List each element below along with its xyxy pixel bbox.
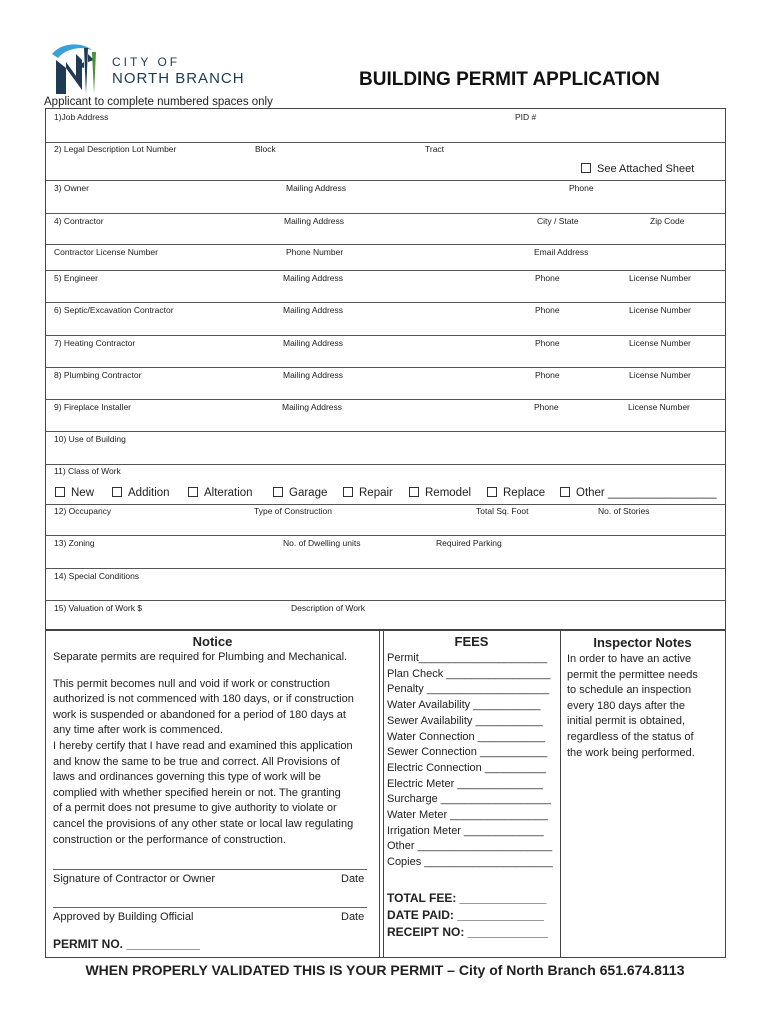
- plumbing-phone-field[interactable]: Phone: [535, 370, 560, 380]
- divider: [379, 630, 380, 957]
- email-field[interactable]: Email Address: [534, 247, 589, 257]
- contractor-zip-field[interactable]: Zip Code: [650, 216, 685, 226]
- checkbox-icon: [273, 487, 283, 497]
- row-septic: [46, 302, 725, 336]
- engineer-phone-field[interactable]: Phone: [535, 273, 560, 283]
- plumbing-license-field[interactable]: License Number: [629, 370, 691, 380]
- engineer-mailing-field[interactable]: Mailing Address: [283, 273, 344, 283]
- fee-line[interactable]: Water Availability ___________: [387, 699, 541, 712]
- row-owner: [46, 180, 725, 214]
- contractor-field[interactable]: 4) Contractor: [54, 216, 104, 226]
- owner-phone-field[interactable]: Phone: [569, 183, 594, 193]
- heating-license-field[interactable]: License Number: [629, 338, 691, 348]
- receipt-no-field[interactable]: RECEIPT NO: ____________: [387, 925, 548, 939]
- checkbox-icon: [55, 487, 65, 497]
- heating-phone-field[interactable]: Phone: [535, 338, 560, 348]
- fee-line[interactable]: Plan Check _________________: [387, 667, 551, 680]
- approval-label: Approved by Building Official: [53, 911, 194, 923]
- fireplace-mailing-field[interactable]: Mailing Address: [282, 402, 343, 412]
- fee-line[interactable]: Water Connection ___________: [387, 730, 545, 743]
- fee-line[interactable]: Irrigation Meter _____________: [387, 824, 544, 837]
- row-occupancy: [46, 504, 725, 536]
- owner-mailing-field[interactable]: Mailing Address: [286, 183, 347, 193]
- checkbox-icon: [112, 487, 122, 497]
- inspector-note-line: initial permit is obtained,: [567, 715, 686, 728]
- fee-line[interactable]: Sewer Availability ___________: [387, 714, 543, 727]
- plumbing-field[interactable]: 8) Plumbing Contractor: [54, 370, 142, 380]
- phone-number-field[interactable]: Phone Number: [286, 247, 344, 257]
- contractor-city-field[interactable]: City / State: [537, 216, 579, 226]
- fireplace-field[interactable]: 9) Fireplace Installer: [54, 402, 132, 412]
- row-contractor-license: [46, 244, 725, 271]
- fees-title: FEES: [454, 634, 489, 649]
- fee-line[interactable]: Penalty ____________________: [387, 683, 550, 696]
- inspector-note-line: regardless of the status of: [567, 730, 694, 743]
- pid-field[interactable]: PID #: [515, 112, 537, 122]
- job-address-field[interactable]: 1)Job Address: [54, 112, 109, 122]
- engineer-license-field[interactable]: License Number: [629, 273, 691, 283]
- page-subtitle: Applicant to complete numbered spaces only: [44, 96, 273, 108]
- class-repair-checkbox[interactable]: Repair: [343, 487, 393, 499]
- row-engineer: [46, 270, 725, 303]
- logo-north-branch: NORTH BRANCH: [112, 70, 245, 87]
- bottom-section: [45, 629, 726, 958]
- inspector-note-line: permit the permittee needs: [567, 668, 698, 681]
- use-of-building-field[interactable]: 10) Use of Building: [54, 434, 126, 444]
- special-conditions-field[interactable]: 14) Special Conditions: [54, 571, 140, 581]
- block-field[interactable]: Block: [255, 144, 276, 154]
- class-alteration-checkbox[interactable]: Alteration: [188, 487, 253, 499]
- valuation-field[interactable]: 15) Valuation of Work $: [54, 603, 143, 613]
- page-title: BUILDING PERMIT APPLICATION: [359, 69, 660, 90]
- fee-line[interactable]: Permit_____________________: [387, 652, 548, 664]
- row-heating: [46, 335, 725, 368]
- heating-field[interactable]: 7) Heating Contractor: [54, 338, 136, 348]
- class-replace-checkbox[interactable]: Replace: [487, 487, 545, 499]
- row-class-of-work: [46, 464, 725, 505]
- description-field[interactable]: Description of Work: [291, 603, 366, 613]
- permit-number-field[interactable]: PERMIT NO. ___________: [53, 937, 200, 951]
- approval-date-label: Date: [341, 911, 365, 923]
- class-addition-checkbox[interactable]: Addition: [112, 487, 170, 499]
- fee-line[interactable]: Other ______________________: [387, 840, 553, 853]
- approval-line[interactable]: [53, 907, 367, 908]
- class-garage-checkbox[interactable]: Garage: [273, 487, 327, 499]
- fee-line[interactable]: Sewer Connection ___________: [387, 746, 548, 759]
- stories-field[interactable]: No. of Stories: [598, 506, 650, 516]
- signature-date-label: Date: [341, 873, 365, 885]
- fireplace-license-field[interactable]: License Number: [628, 402, 690, 412]
- checkbox-icon: [581, 163, 591, 173]
- fee-line[interactable]: Surcharge __________________: [387, 793, 551, 806]
- row-contractor: [46, 213, 725, 245]
- parking-field[interactable]: Required Parking: [436, 538, 502, 548]
- inspector-note-line: to schedule an inspection: [567, 684, 692, 697]
- divider: [560, 630, 561, 957]
- legal-description-field[interactable]: 2) Legal Description Lot Number: [54, 144, 177, 154]
- row-plumbing: [46, 367, 725, 400]
- checkbox-icon: [560, 487, 570, 497]
- row-special-conditions: [46, 568, 725, 601]
- city-logo: [48, 40, 108, 96]
- row-use-of-building: [46, 431, 725, 465]
- fee-line[interactable]: Electric Connection __________: [387, 761, 547, 774]
- plumbing-mailing-field[interactable]: Mailing Address: [283, 370, 344, 380]
- type-construction-field[interactable]: Type of Construction: [254, 506, 332, 516]
- checkbox-icon: [487, 487, 497, 497]
- checkbox-icon: [188, 487, 198, 497]
- fee-line[interactable]: Water Meter ________________: [387, 809, 549, 821]
- septic-field[interactable]: 6) Septic/Excavation Contractor: [54, 305, 174, 315]
- heating-mailing-field[interactable]: Mailing Address: [283, 338, 344, 348]
- septic-license-field[interactable]: License Number: [629, 305, 691, 315]
- septic-phone-field[interactable]: Phone: [535, 305, 560, 315]
- inspector-notes-text: [567, 652, 722, 761]
- class-remodel-checkbox[interactable]: Remodel: [409, 487, 471, 499]
- class-new-checkbox[interactable]: New: [55, 487, 94, 499]
- row-zoning: [46, 535, 725, 569]
- occupancy-field[interactable]: 12) Occupancy: [54, 506, 112, 516]
- inspector-note-line: every 180 days after the: [567, 699, 686, 712]
- fireplace-phone-field[interactable]: Phone: [534, 402, 559, 412]
- inspector-note-line: the work being performed.: [567, 746, 695, 759]
- fee-line[interactable]: Electric Meter ______________: [387, 777, 543, 790]
- checkbox-icon: [409, 487, 419, 497]
- fee-line[interactable]: Copies _____________________: [387, 856, 553, 869]
- notice-text: Separate permits are required for Plumbing and Mechanical. This permit becomes null and void if work or construction authorized is not commenced with 180 days, or if construction work is suspended or abandoned for a period of 180 days at any time after work is commenced. I hereby certify that I have read and examined this application and know the same to be true and correct. All Provisions of laws and ordinances governing this type of work will be complied with whether specified herein or not. The granting of a permit does not presume to give authority to violate or cancel the provisions of any other state or local law regulating construction or the performance of construction.: [53, 651, 354, 846]
- signature-label: Signature of Contractor or Owner: [53, 873, 216, 885]
- inspector-notes-title: Inspector Notes: [593, 635, 692, 650]
- class-of-work-label: 11) Class of Work: [54, 466, 121, 476]
- footer-text: WHEN PROPERLY VALIDATED THIS IS YOUR PERMIT – City of North Branch 651.674.8113: [85, 962, 685, 978]
- tract-field[interactable]: Tract: [425, 144, 445, 154]
- permit-form: [45, 108, 726, 631]
- row-job-address: [46, 109, 725, 143]
- inspector-note-line: In order to have an active: [567, 653, 692, 665]
- row-valuation: [46, 600, 725, 630]
- date-paid-field[interactable]: DATE PAID: _____________: [387, 908, 544, 922]
- checkbox-icon: [343, 487, 353, 497]
- signature-line[interactable]: [53, 869, 367, 870]
- total-sqft-field[interactable]: Total Sq. Foot: [476, 506, 529, 516]
- notice-title: Notice: [192, 634, 233, 649]
- logo-city-of: CITY OF: [112, 55, 181, 69]
- license-number-field[interactable]: Contractor License Number: [54, 247, 158, 257]
- contractor-mailing-field[interactable]: Mailing Address: [284, 216, 345, 226]
- row-legal-description: [46, 142, 725, 181]
- total-fee-field[interactable]: TOTAL FEE: _____________: [387, 891, 547, 905]
- dwelling-units-field[interactable]: No. of Dwelling units: [283, 538, 361, 548]
- engineer-field[interactable]: 5) Engineer: [54, 273, 98, 283]
- see-attached-checkbox[interactable]: See Attached Sheet: [581, 163, 694, 175]
- row-fireplace: [46, 399, 725, 432]
- septic-mailing-field[interactable]: Mailing Address: [283, 305, 344, 315]
- divider: [383, 630, 384, 957]
- class-other-checkbox[interactable]: Other _________________: [560, 487, 717, 499]
- owner-field[interactable]: 3) Owner: [54, 183, 89, 193]
- zoning-field[interactable]: 13) Zoning: [54, 538, 95, 548]
